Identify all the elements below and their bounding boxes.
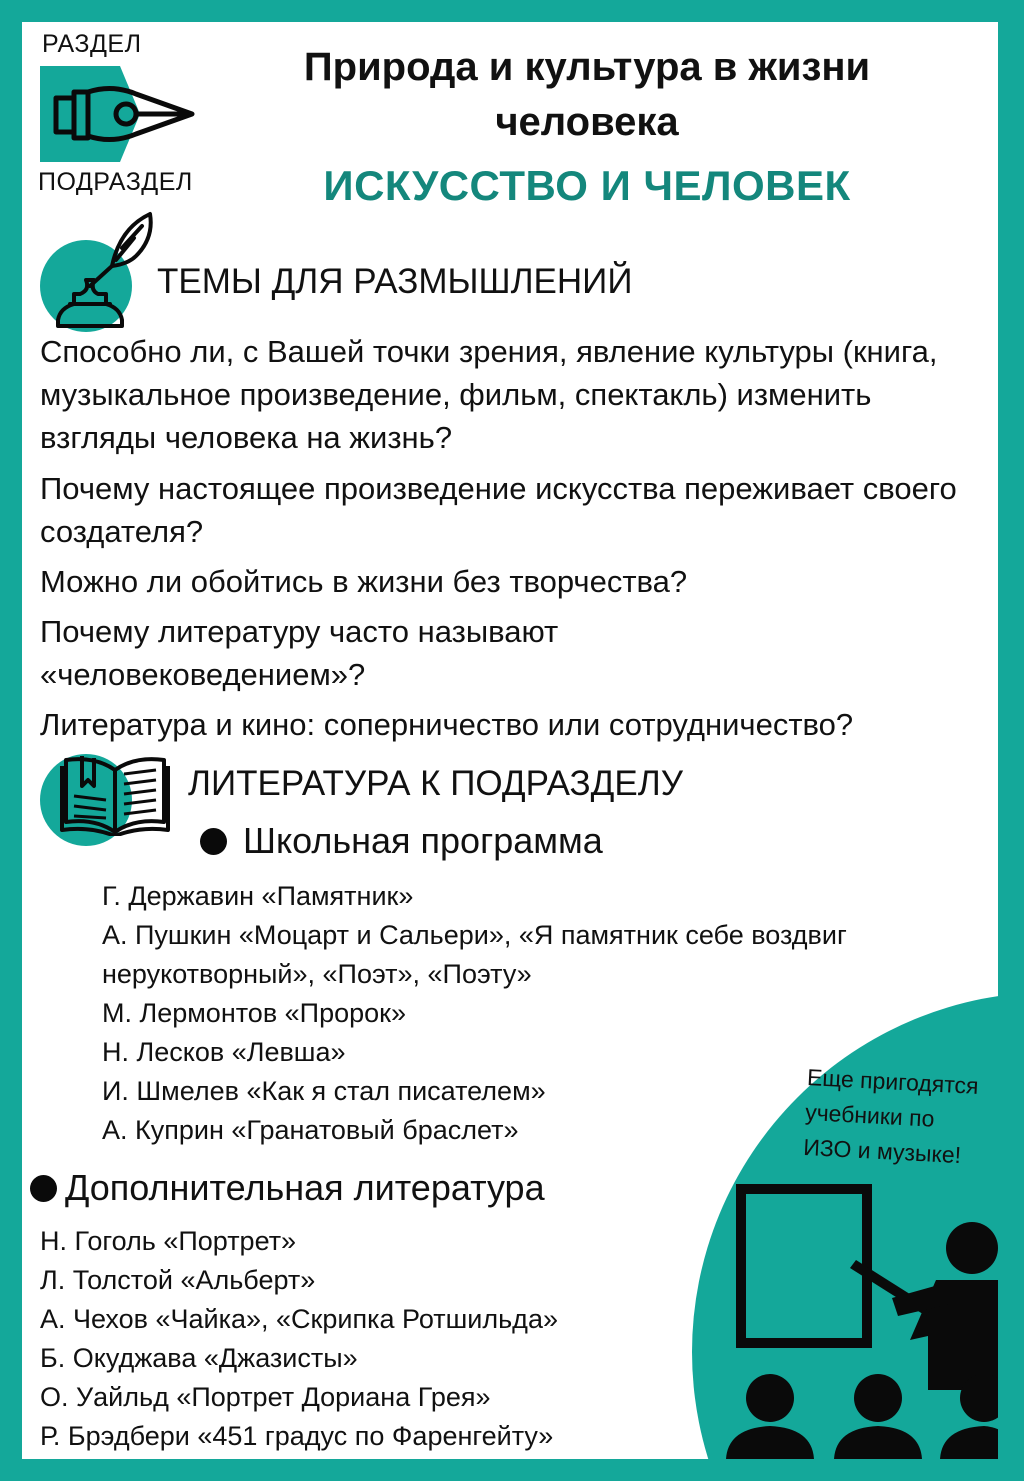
- additional-literature-label: Дополнительная литература: [65, 1167, 545, 1208]
- bullet-icon: [200, 828, 227, 855]
- question-5: Литература и кино: соперничество или сотрудничество?: [40, 707, 854, 742]
- textbooks-note: [803, 1060, 998, 1176]
- poster-page: [22, 22, 998, 1459]
- page-title: [222, 40, 952, 150]
- additional-item-3: А. Чехов «Чайка», «Скрипка Ротшильда»: [40, 1304, 558, 1334]
- additional-item-1: Н. Гоголь «Портрет»: [40, 1226, 297, 1256]
- additional-item-4: Б. Окуджава «Джазисты»: [40, 1343, 358, 1373]
- question-2: Почему настоящее произведение искусства переживает своего создателя?: [40, 471, 957, 549]
- school-item-5: И. Шмелев «Как я стал писателем»: [102, 1076, 546, 1106]
- school-item-1: Г. Державин «Памятник»: [102, 881, 414, 911]
- question-1: Способно ли, с Вашей точки зрения, явление культуры (книга, музыкальное произведение, фильм, спектакль) изменить взгляды человека на жизнь?: [40, 334, 938, 455]
- school-item-3: М. Лермонтов «Пророк»: [102, 998, 406, 1028]
- school-item-6: А. Куприн «Гранатовый браслет»: [102, 1115, 519, 1145]
- topics-heading: ТЕМЫ ДЛЯ РАЗМЫШЛЕНИЙ: [157, 262, 633, 301]
- additional-item-6: Р. Брэдбери «451 градус по Фаренгейту»: [40, 1421, 554, 1451]
- question-4: Почему литературу часто называют «человековедением»?: [40, 614, 559, 692]
- note-line-2: учебники по: [804, 1098, 936, 1132]
- literature-heading: ЛИТЕРАТУРА К ПОДРАЗДЕЛУ: [188, 764, 683, 803]
- section-label: РАЗДЕЛ: [42, 30, 142, 58]
- open-book-icon: [60, 752, 170, 836]
- school-item-2: А. Пушкин «Моцарт и Сальери», «Я памятник себе воздвиг нерукотворный», «Поэт», «Поэту»: [102, 920, 847, 989]
- fountain-pen-nib-icon: [40, 66, 200, 166]
- additional-item-5: О. Уайльд «Портрет Дориана Грея»: [40, 1382, 491, 1412]
- school-program-label: Школьная программа: [243, 820, 603, 861]
- teacher-classroom-icon: [722, 1180, 998, 1459]
- additional-item-2: Л. Толстой «Альберт»: [40, 1265, 316, 1295]
- note-line-3: ИЗО и музыке!: [802, 1133, 962, 1169]
- question-3: Можно ли обойтись в жизни без творчества?: [40, 564, 688, 599]
- school-program-heading: [200, 820, 603, 862]
- quill-inkwell-icon: [50, 208, 160, 338]
- note-line-1: Еще пригодятся: [806, 1063, 980, 1099]
- additional-literature-heading: [30, 1167, 545, 1209]
- title-line-2: человека: [495, 100, 679, 144]
- subsection-label: ПОДРАЗДЕЛ: [38, 168, 193, 196]
- page-subtitle: ИСКУССТВО И ЧЕЛОВЕК: [323, 162, 851, 209]
- title-line-1: Природа и культура в жизни: [303, 45, 871, 89]
- bullet-icon: [30, 1175, 57, 1202]
- school-item-4: Н. Лесков «Левша»: [102, 1037, 346, 1067]
